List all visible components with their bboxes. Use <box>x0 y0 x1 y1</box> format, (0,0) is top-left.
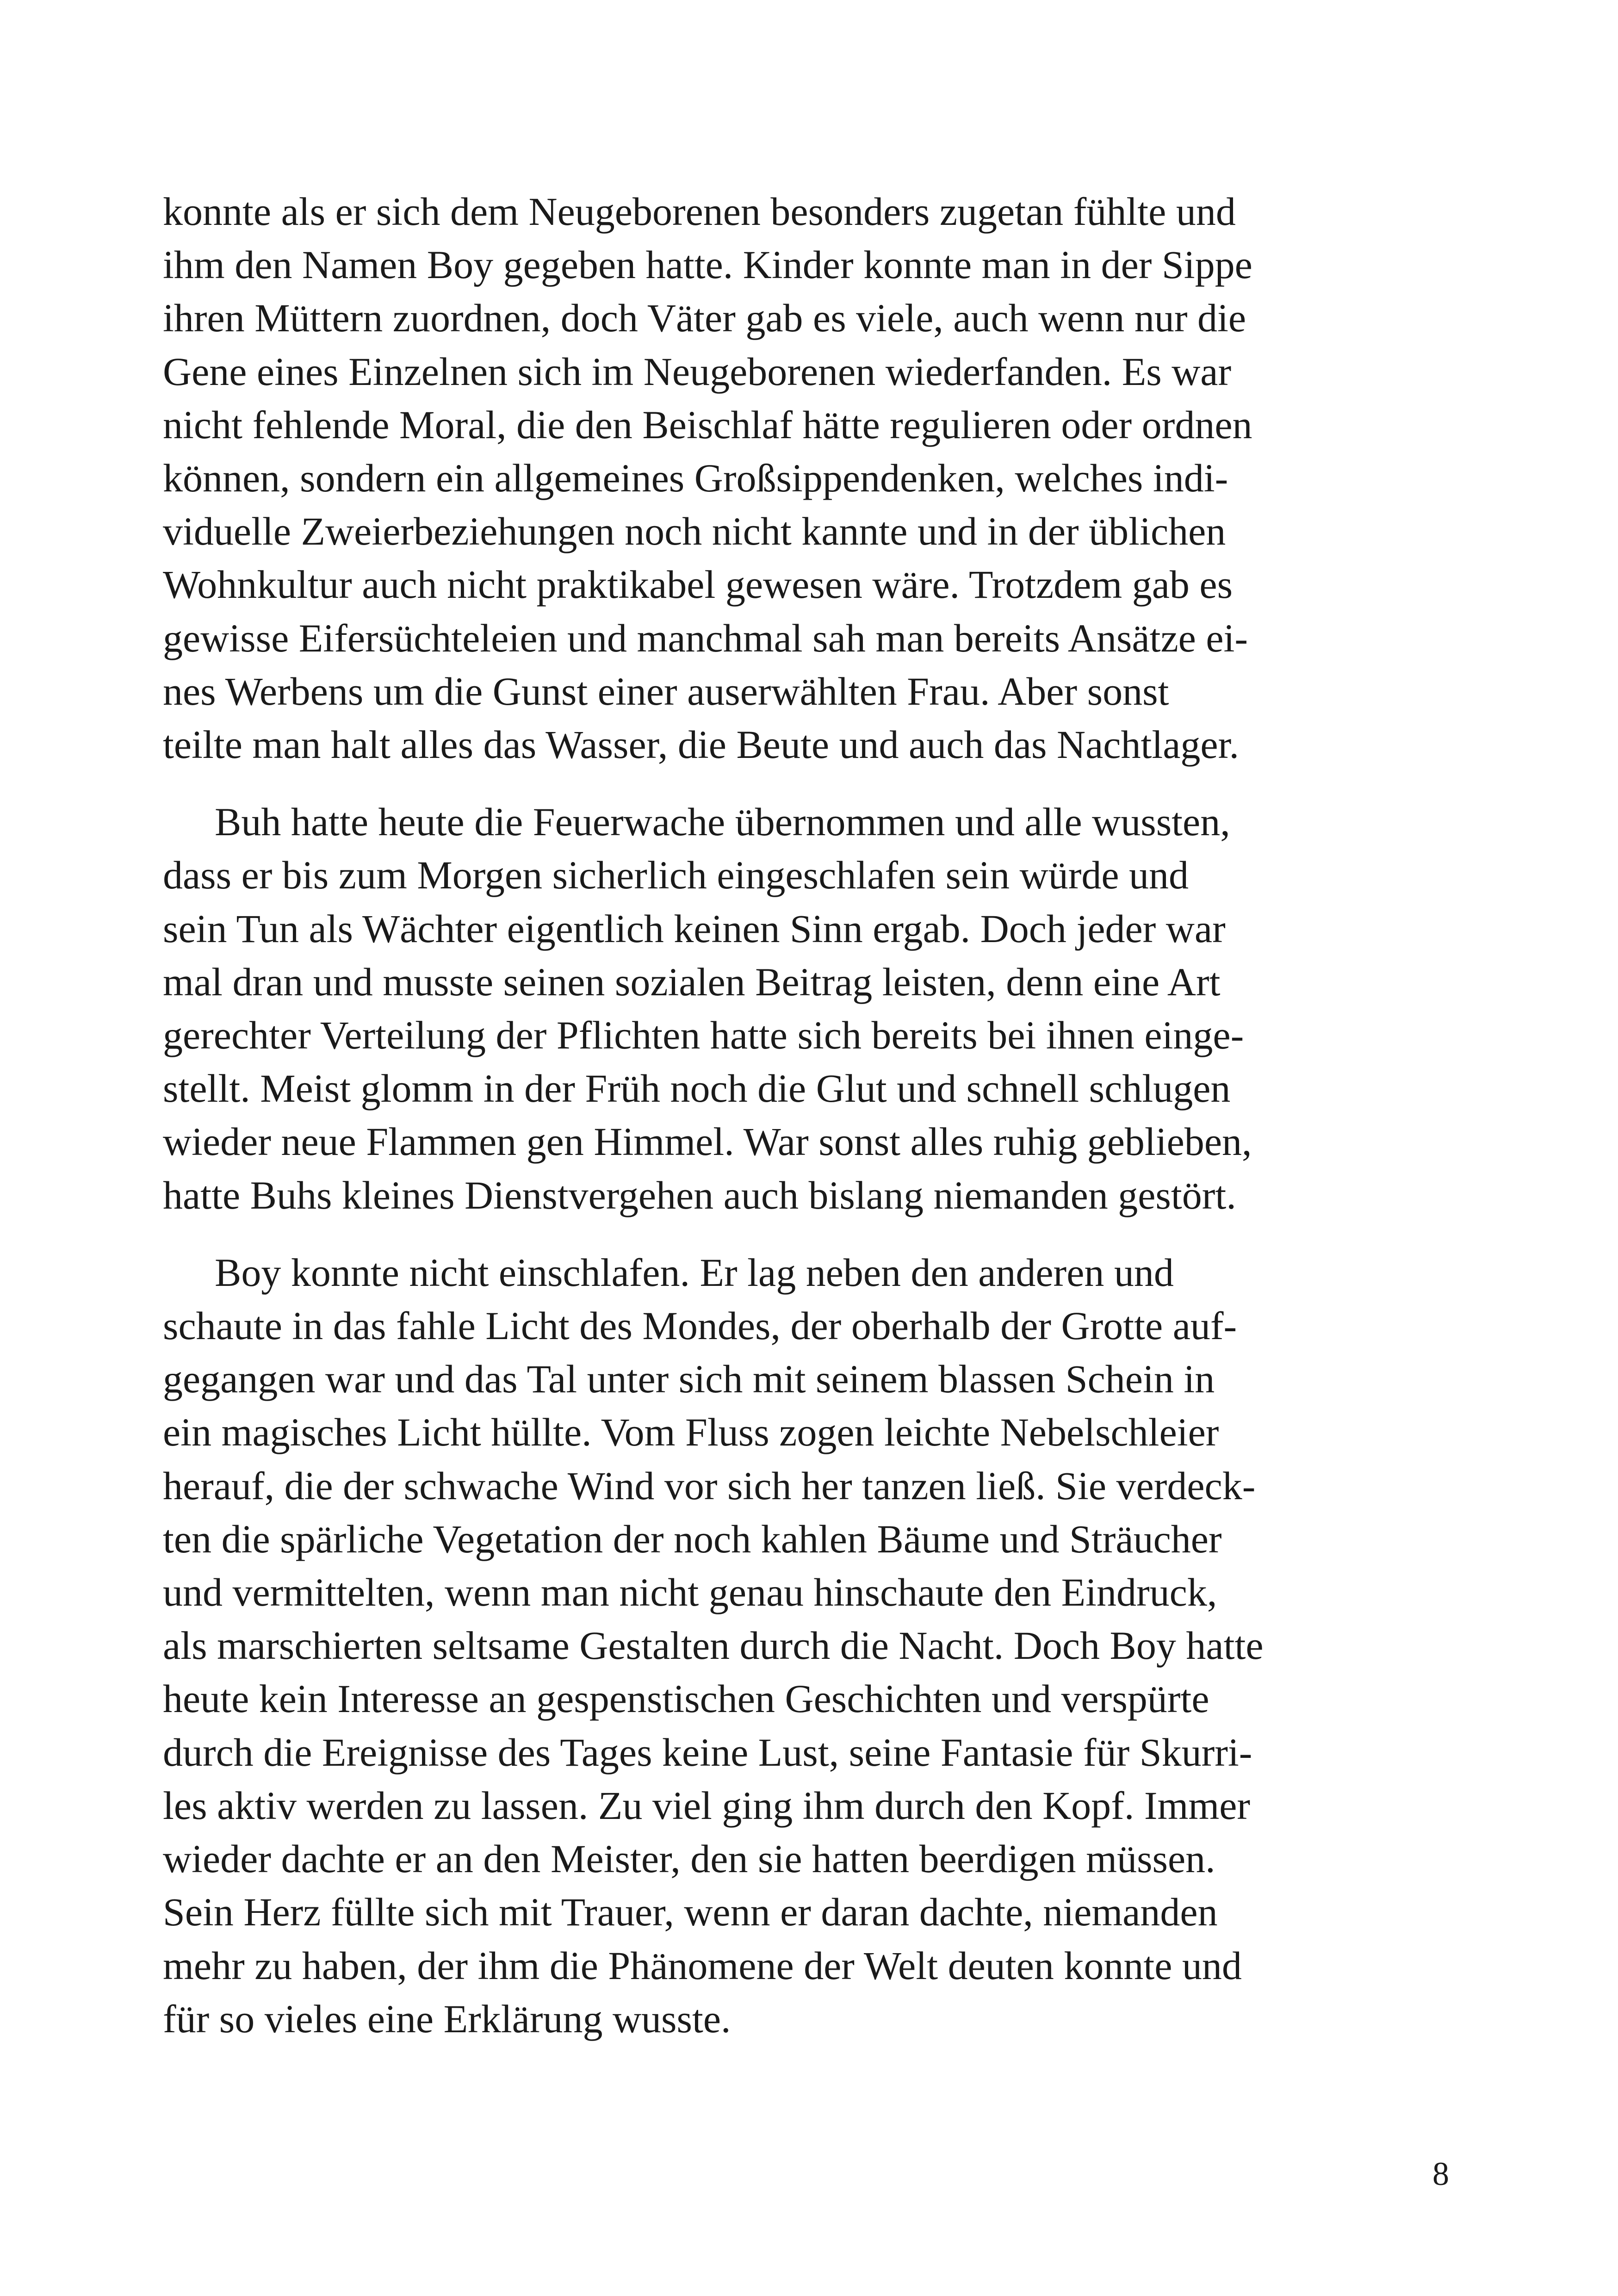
body-text <box>163 185 1449 2046</box>
paragraph-1: konnte als er sich dem Neugeborenen besonders zugetan fühlte und ihm den Namen Boy gegeben hatte. Kinder konnte man in der Sippe ihren Müttern zuordnen, doch Väter gab es viele, auch wenn nur die Gene eines Einzelnen sich im Neugeborenen wiederfanden. Es war nicht fehlende Moral, die den Beischlaf hätte regulieren oder ordnen können, sondern ein allgemeines Großsippendenken, welches indi- viduelle Zweierbeziehungen noch nicht kannte und in der üblichen Wohnkultur auch nicht praktikabel gewesen wäre. Trotzdem gab es gewisse Eifersüchteleien und manchmal sah man bereits Ansätze ei- nes Werbens um die Gunst einer auserwählten Frau. Aber sonst teilte man halt alles das Wasser, die Beute und auch das Nachtlager. <box>163 189 1252 767</box>
page-number: 8 <box>1432 2155 1449 2192</box>
paragraph-3: Boy konnte nicht einschlafen. Er lag neben den anderen und schaute in das fahle Licht des Mondes, der oberhalb der Grotte auf- gegangen war und das Tal unter sich mit seinem blassen Schein in ein magisches Licht hüllte. Vom Fluss zogen leichte Nebelschleier herauf, die der schwache Wind vor sich her tanzen ließ. Sie verdeck- ten die spärliche Vegetation der noch kahlen Bäume und Sträucher und vermittelten, wenn man nicht genau hinschaute den Eindruck, als marschierten seltsame Gestalten durch die Nacht. Doch Boy hatte heute kein Interesse an gespenstischen Geschichten und verspürte durch die Ereignisse des Tages keine Lust, seine Fantasie für Skurri- les aktiv werden zu lassen. Zu viel ging ihm durch den Kopf. Immer wieder dachte er an den Meister, den sie hatten beerdigen müssen. Sein Herz füllte sich mit Trauer, wenn er daran dachte, niemanden mehr zu haben, der ihm die Phänomene der Welt deuten konnte und für so vieles eine Erklärung wusste. <box>163 1250 1264 2041</box>
paragraph-2: Buh hatte heute die Feuerwache übernommen und alle wussten, dass er bis zum Morgen sicherlich eingeschlafen sein würde und sein Tun als Wächter eigentlich keinen Sinn ergab. Doch jeder war mal dran und musste seinen sozialen Beitrag leisten, denn eine Art gerechter Verteilung der Pflichten hatte sich bereits bei ihnen einge- stellt. Meist glomm in der Früh noch die Glut und schnell schlugen wieder neue Flammen gen Himmel. War sonst alles ruhig geblieben, hatte Buhs kleines Dienstvergehen auch bislang niemanden gestört. <box>163 800 1252 1217</box>
